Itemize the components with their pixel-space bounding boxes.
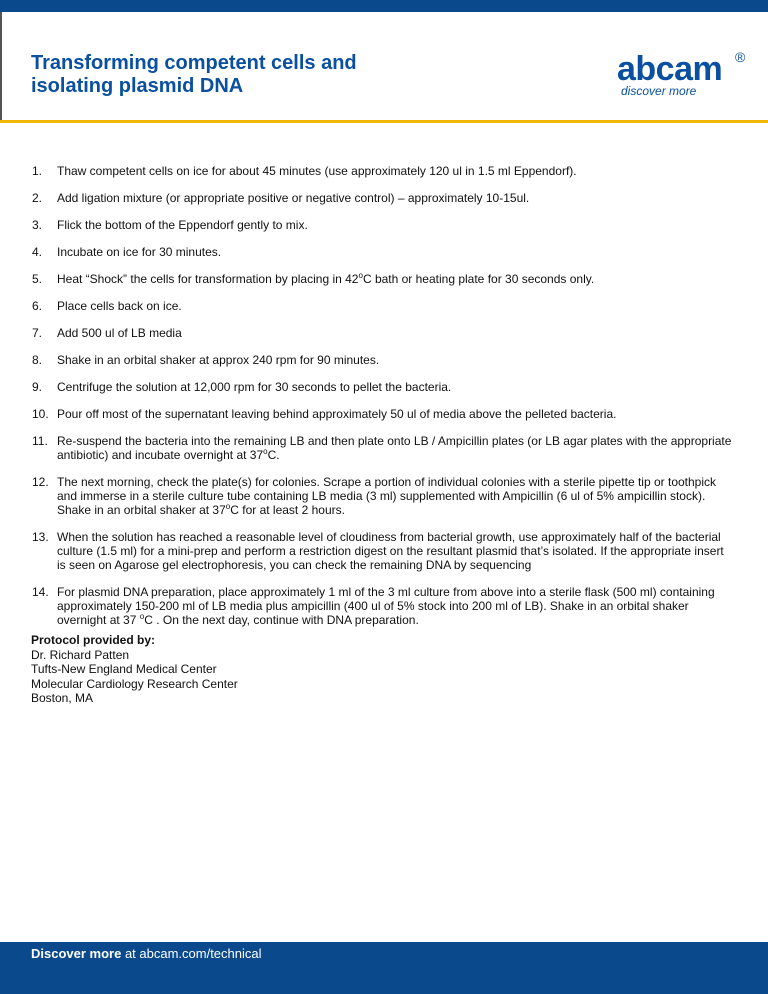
step-number: 3.: [32, 218, 43, 232]
step-text: Pour off most of the supernatant leaving behind approximately 50 ul of media above the pelleted bacteria.: [57, 407, 617, 421]
step-number: 13.: [32, 530, 49, 544]
step-3: [32, 218, 732, 232]
step-number: 4.: [32, 245, 43, 259]
protocol-steps: [32, 164, 732, 640]
logo-wordmark: abcam: [617, 50, 723, 88]
footer-rest-text: at abcam.com/technical: [121, 946, 262, 961]
step-text-pre: Heat “Shock” the cells for transformation by placing in 42: [57, 272, 359, 286]
step-number: 2.: [32, 191, 43, 205]
step-number: 10.: [32, 407, 49, 421]
credit-location: Boston, MA: [31, 691, 94, 705]
header-gold-rule: [0, 120, 768, 123]
header-left-rule: [0, 12, 2, 122]
step-text: Add 500 ul of LB media: [57, 326, 182, 340]
step-number: 5.: [32, 272, 43, 286]
step-text: [57, 475, 732, 517]
step-9: [32, 380, 732, 394]
credit-heading: Protocol provided by:: [31, 633, 156, 647]
step-13: [32, 530, 732, 572]
step-1: [32, 164, 732, 178]
degree-sup: o: [358, 271, 363, 280]
step-text-pre: For plasmid DNA preparation, place approximately 1 ml of the 3 ml culture from above into a sterile flask (500 ml) containing approximately 150-200 ml of LB media plus ampicillin (400 ul of 5% stock into 200 ml of LB). Shake in an orbital shaker overnight at 37: [57, 585, 715, 627]
step-text-pre: The next morning, check the plate(s) for colonies. Scrape a portion of individual colonies with a sterile pipette tip or toothpick and immerse in a sterile culture tube containing LB media (3 ml) supplemented with Ampicillin (6 ul of 5% ampicillin stock). Shake in an orbital shaker at 37: [57, 475, 717, 517]
step-text-pre: Re-suspend the bacteria into the remaining LB and then plate onto LB / Ampicillin plates (or LB agar plates with the appropriate antibiotic) and incubate overnight at 37: [57, 434, 732, 462]
degree-sup: o: [139, 612, 145, 621]
abcam-logo[interactable]: [617, 49, 752, 100]
step-text: [57, 272, 732, 286]
step-4: [32, 245, 732, 259]
credit-organization: Tufts-New England Medical Center: [31, 662, 217, 676]
step-12: [32, 475, 732, 517]
step-number: 14.: [32, 585, 49, 599]
step-10: [32, 407, 732, 421]
step-text-post: C . On the next day, continue with DNA preparation.: [144, 613, 419, 627]
footer-link[interactable]: [31, 946, 262, 961]
footer-bar: [0, 942, 768, 994]
step-5: [32, 272, 732, 286]
step-text: Thaw competent cells on ice for about 45 minutes (use approximately 120 ul in 1.5 ml Eppendorf).: [57, 164, 577, 178]
step-7: [32, 326, 732, 340]
step-text: Incubate on ice for 30 minutes.: [57, 245, 222, 259]
step-text: Shake in an orbital shaker at approx 240 rpm for 90 minutes.: [57, 353, 380, 367]
step-2: [32, 191, 732, 205]
credit-name: Dr. Richard Patten: [31, 647, 130, 662]
step-text: When the solution has reached a reasonable level of cloudiness from bacterial growth, use approximately half of the bacterial culture (1.5 ml) for a mini-prep and perform a restriction digest on the resultant plasmid that’s isolated. If the appropriate insert is seen on Agarose gel electrophoresis, you can check the remaining DNA by sequencing: [57, 530, 724, 572]
step-number: 8.: [32, 353, 43, 367]
step-number: 7.: [32, 326, 43, 340]
credit-department: Molecular Cardiology Research Center: [31, 676, 238, 691]
step-number: 12.: [32, 475, 49, 489]
step-11: [32, 434, 732, 462]
step-number: 11.: [32, 434, 48, 448]
step-8: [32, 353, 732, 367]
protocol-credit: [31, 633, 238, 706]
top-color-bar: [0, 0, 768, 12]
step-number: 9.: [32, 380, 43, 394]
logo-tagline: discover more: [621, 84, 697, 98]
step-14: [32, 585, 732, 627]
step-text-post: C.: [267, 448, 280, 462]
registered-mark: ®: [735, 49, 746, 65]
footer-strong-text: Discover more: [31, 946, 122, 961]
degree-sup: o: [263, 447, 268, 456]
step-text-post: C for at least 2 hours.: [230, 503, 345, 517]
title-line-1: Transforming competent cells and: [31, 52, 357, 74]
step-text: Add ligation mixture (or appropriate positive or negative control) – approximately 10-15ul.: [57, 191, 530, 205]
step-number: 1.: [32, 164, 43, 178]
step-text: [57, 434, 732, 462]
step-text: Centrifuge the solution at 12,000 rpm for 30 seconds to pellet the bacteria.: [57, 380, 452, 394]
step-text: Place cells back on ice.: [57, 299, 182, 313]
step-6: [32, 299, 732, 313]
step-text-post: C bath or heating plate for 30 seconds only.: [362, 272, 595, 286]
page-title: [31, 52, 451, 98]
step-text: Flick the bottom of the Eppendorf gently to mix.: [57, 218, 308, 232]
step-text: [57, 585, 732, 627]
title-line-2: isolating plasmid DNA: [31, 75, 244, 97]
degree-sup: o: [225, 502, 231, 511]
step-number: 6.: [32, 299, 43, 313]
